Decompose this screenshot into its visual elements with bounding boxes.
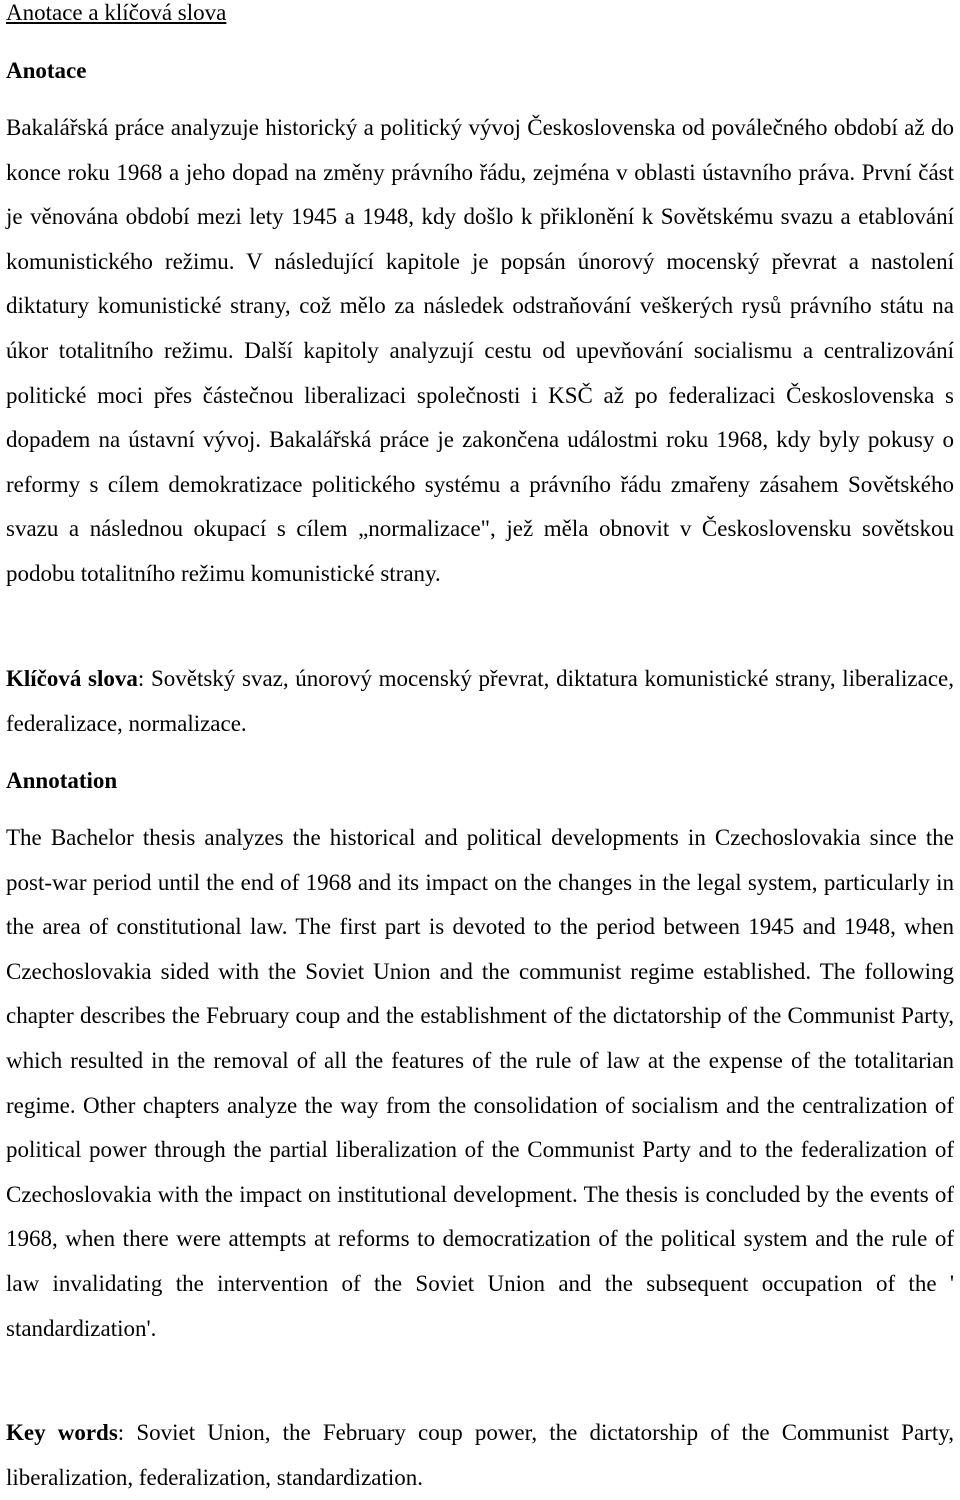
czech-abstract-paragraph: Bakalářská práce analyzuje historický a politický vývoj Československa od poválečného období až do konce roku 1968 a jeho dopad na změny právního řádu, zejména v oblasti ústavního práva. První část je věnována období mezi lety 1945 a 1948, kdy došlo k přiklonění k Sovětskému svazu a etablování komunistického režimu. V následující kapitole je popsán únorový mocenský převrat a nastolení diktatury komunistické strany, což mělo za následek odstraňování veškerých rysů právního státu na úkor totalitního režimu. Další kapitoly analyzují cestu od upevňování socialismu a centralizování politické moci přes částečnou liberalizaci společnosti i KSČ až po federalizaci Československa s dopadem na ústavní vývoj. Bakalářská práce je zakončena událostmi roku 1968, kdy byly pokusy o reformy s cílem demokratizace politického systému a právního řádu zmařeny zásahem Sovětského svazu a následnou okupací s cílem „normalizace", jež měla obnovit v Československu sovětskou podobu totalitního režimu komunistické strany.: [6, 115, 954, 586]
czech-keywords-label: Klíčová slova: [6, 666, 138, 691]
english-keywords-label: Key words: [6, 1420, 118, 1445]
english-keywords-text: : Soviet Union, the February coup power, the dictatorship of the Communist Party, liberalization, federalization, standardization.: [6, 1420, 954, 1490]
english-abstract-heading: Annotation: [6, 768, 118, 793]
czech-abstract-heading: Anotace: [6, 58, 87, 83]
czech-keywords-text: : Sovětský svaz, únorový mocenský převrat, diktatura komunistické strany, liberalizace, federalizace, normalizace.: [6, 666, 954, 736]
czech-keywords-paragraph: [6, 657, 954, 746]
english-abstract-paragraph: The Bachelor thesis analyzes the historical and political developments in Czechoslovakia since the post-war period until the end of 1968 and its impact on the changes in the legal system, particularly in the area of constitutional law. The first part is devoted to the period between 1945 and 1948, when Czechoslovakia sided with the Soviet Union and the communist regime established. The following chapter describes the February coup and the establishment of the dictatorship of the Communist Party, which resulted in the removal of all the features of the rule of law at the expense of the totalitarian regime. Other chapters analyze the way from the consolidation of socialism and the centralization of political power through the partial liberalization of the Communist Party and to the federalization of Czechoslovakia with the impact on institutional development. The thesis is concluded by the events of 1968, when there were attempts at reforms to democratization of the political system and the rule of law invalidating the intervention of the Soviet Union and the subsequent occupation of the ' standardization'.: [6, 825, 954, 1341]
section-title: Anotace a klíčová slova: [6, 0, 227, 25]
english-keywords-paragraph: [6, 1411, 954, 1500]
